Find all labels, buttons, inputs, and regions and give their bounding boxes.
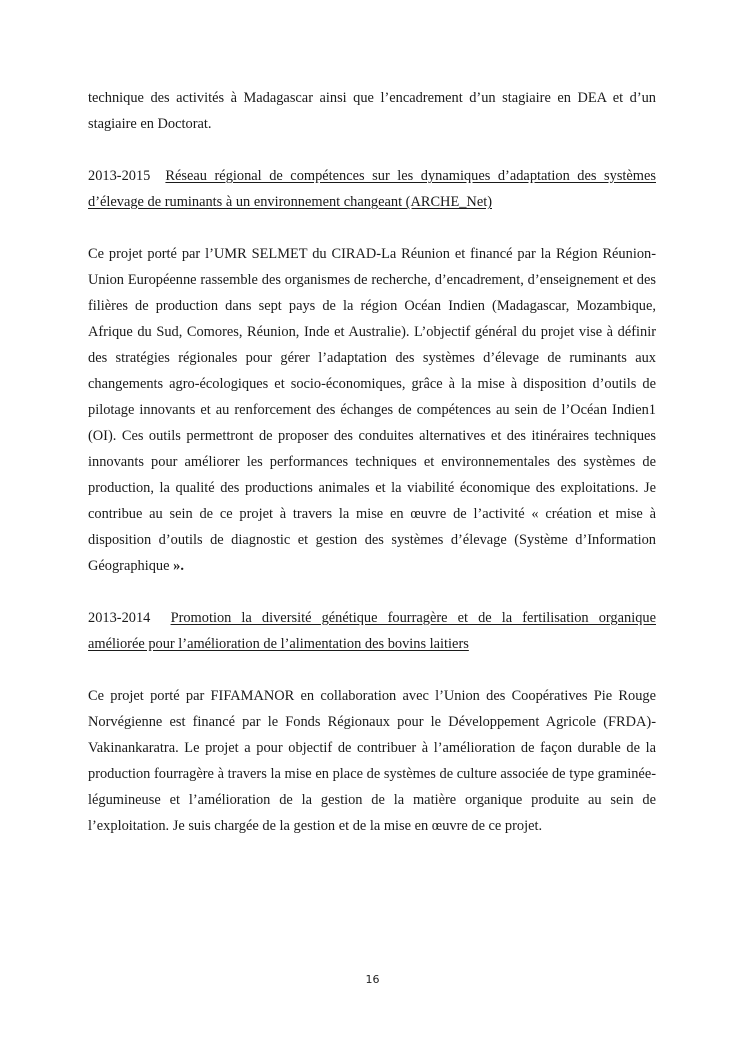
project-1-heading-line-1 [88,163,656,189]
intro-paragraph [88,85,656,137]
project-2-description: Ce projet porté par FIFAMANOR en collaboration avec l’Union des Coopératives Pie Rouge Norvégienne est financé par le Fonds Régionaux pour le Développement Agricole (FRDA)-Vakinankaratra. Le projet a pour objectif de contribuer à l’amélioration de façon durable de la production fourragère à travers la mise en place de systèmes de culture associée de type graminée-légumineuse et l’amélioration de la gestion de la matière organique produite au sein de l’exploitation. Je suis chargée de la gestion et de la mise en œuvre de ce projet. [88,688,656,834]
spacer [88,579,656,605]
project-2-title-part-2: améliorée pour l’amélioration de l’alimentation des bovins laitiers [88,636,469,652]
project-1-description [88,241,656,579]
spacer [88,657,656,683]
intro-line-1: technique des activités à Madagascar ainsi que l’encadrement d’un stagiaire en DEA et d’un [88,90,656,106]
project-2-heading-line-2 [88,631,656,657]
spacer [88,137,656,163]
project-1-title-part-1: Réseau régional de compétences sur les dynamiques d’adaptation des systèmes [165,168,656,184]
project-2-heading-line-1 [88,605,656,631]
spacer [88,215,656,241]
document-page [88,85,656,839]
intro-line-2: stagiaire en Doctorat. [88,116,212,132]
project-1-title-part-2: d’élevage de ruminants à un environnement changeant (ARCHE_Net) [88,194,492,210]
project-2-heading [88,605,656,657]
page-number: 16 [365,973,380,986]
project-2-title-part-1: Promotion la diversité génétique fourragère et de la fertilisation organique [170,610,656,626]
project-1-years: 2013-2015 [88,168,151,184]
project-1-body: Ce projet porté par l’UMR SELMET du CIRAD-La Réunion et financé par la Région Réunion-Union Européenne rassemble des organismes de recherche, d’encadrement, d’enseignement et des filières de production dans sept pays de la région Océan Indien (Madagascar, Mozambique, Afrique du Sud, Comores, Réunion, Inde et Australie). L’objectif général du projet vise à définir des stratégies régionales pour gérer l’adaptation des systèmes d’élevage de ruminants aux changements agro-écologiques et socio-économiques, grâce à la mise à disposition d’outils de pilotage innovants et au renforcement des échanges de compétences au sein de l’Océan Indien1 (OI). Ces outils permettront de proposer des conduites alternatives et des itinéraires techniques innovants pour améliorer les performances techniques et environnementales des systèmes de production, la qualité des productions animales et la viabilité économique des exploitations. Je contribue au sein de ce projet à travers la mise en œuvre de l’activité « création et mise à disposition d’outils de diagnostic et gestion des systèmes d’élevage (Système d’Information Géographique [88,246,656,574]
project-2-years: 2013-2014 [88,610,151,626]
project-1-heading-line-2 [88,189,656,215]
project-1-heading [88,163,656,215]
project-1-body-end: ». [173,558,184,574]
